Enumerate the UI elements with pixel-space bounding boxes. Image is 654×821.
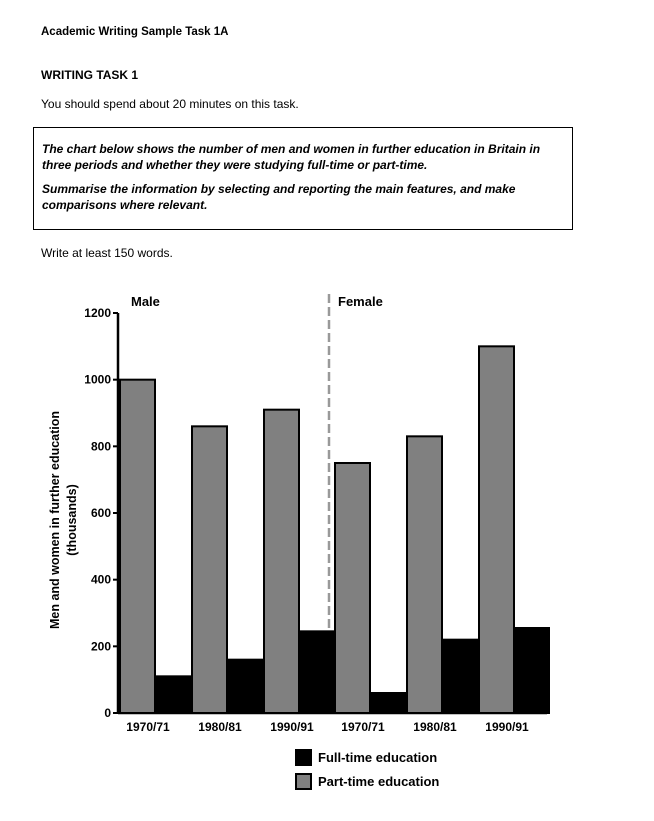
prompt-description: The chart below shows the number of men and women in further education in Britain in three periods and whether they were studying full-time or part-time. (42, 142, 541, 172)
bar-full-time-female-1970/71 (370, 693, 405, 713)
bar-full-time-female-1990/91 (514, 628, 549, 713)
bar-part-time-female-1980/81 (407, 436, 442, 713)
prompt-instruction: Summarise the information by selecting and reporting the main features, and make comparisons where relevant. (42, 182, 516, 212)
x-tick-label: 1980/81 (413, 720, 457, 734)
task-prompt-box (33, 127, 573, 230)
group-label-male: Male (131, 294, 160, 309)
y-tick-label: 600 (90, 506, 111, 520)
y-tick-label: 400 (90, 572, 111, 587)
document-title: Academic Writing Sample Task 1A (41, 26, 229, 38)
y-axis-label-line-1: Men and women in further education (48, 410, 62, 630)
y-tick-label: 1200 (84, 306, 111, 320)
legend-label-full_time: Full-time education (318, 750, 438, 765)
bar-full-time-female-1980/81 (442, 640, 477, 713)
x-tick-label: 1980/81 (198, 720, 242, 734)
x-tick-label: 1970/71 (341, 720, 385, 734)
bar-part-time-male-1980/81 (192, 426, 227, 713)
bar-chart (0, 280, 654, 821)
task-heading: WRITING TASK 1 (41, 68, 139, 82)
legend-label-part_time: Part-time education (318, 774, 440, 789)
y-tick-label: 1000 (84, 372, 111, 387)
group-label-female: Female (338, 294, 383, 309)
bar-full-time-male-1970/71 (155, 676, 190, 713)
x-tick-label: 1990/91 (485, 720, 529, 734)
word-count-instruction: Write at least 150 words. (41, 246, 173, 260)
bar-part-time-male-1990/91 (264, 410, 299, 713)
bar-part-time-male-1970/71 (120, 380, 155, 713)
x-tick-label: 1990/91 (270, 720, 314, 734)
y-tick-label: 0 (104, 706, 111, 720)
y-tick-label: 800 (90, 439, 111, 454)
bar-part-time-female-1990/91 (479, 346, 514, 713)
bar-full-time-male-1980/81 (227, 660, 262, 713)
bar-full-time-male-1990/91 (299, 631, 334, 713)
legend-swatch-full_time (296, 750, 311, 765)
y-tick-label: 200 (90, 639, 111, 654)
bar-part-time-female-1970/71 (335, 463, 370, 713)
y-axis-label-line-2: (thousands) (65, 484, 79, 556)
x-tick-label: 1970/71 (126, 720, 170, 734)
legend-swatch-part_time (296, 774, 311, 789)
time-instruction: You should spend about 20 minutes on this task. (41, 97, 299, 111)
